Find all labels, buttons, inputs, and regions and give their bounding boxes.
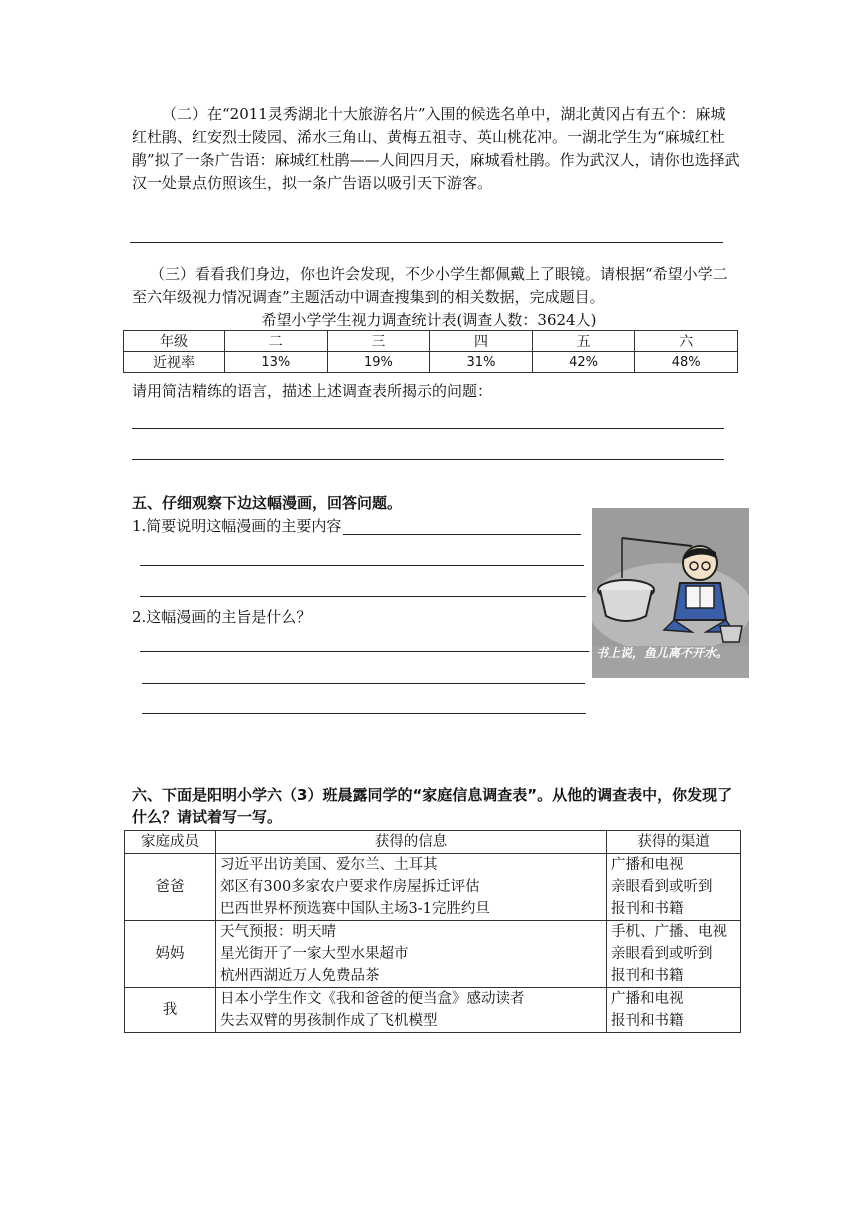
table-row [125, 854, 741, 921]
member-cell: 妈妈 [125, 921, 216, 988]
info-line: 习近平出访美国、爱尔兰、土耳其 [220, 857, 438, 873]
grade-cell: 二 [225, 331, 328, 352]
info-line: 星光街开了一家大型水果超市 [220, 946, 409, 962]
comic-caption: 书上说，鱼儿离不开水。 [596, 646, 729, 660]
channel-line: 报刊和书籍 [611, 901, 684, 917]
grade-cell: 三 [327, 331, 430, 352]
channel-line: 亲眼看到或听到 [611, 946, 713, 962]
answer-line[interactable] [140, 565, 584, 566]
grade-cell: 四 [430, 331, 533, 352]
channel-line: 广播和电视 [611, 857, 684, 873]
rate-cell: 48% [635, 352, 738, 373]
answer-line[interactable] [140, 651, 589, 652]
rate-cell: 31% [430, 352, 533, 373]
info-line: 日本小学生作文《我和爸爸的便当盒》感动读者 [220, 991, 525, 1007]
channel-cell [607, 921, 741, 988]
channel-line: 亲眼看到或听到 [611, 879, 713, 895]
channel-cell [607, 854, 741, 921]
info-line: 杭州西湖近万人免费品茶 [220, 968, 380, 984]
table-row [125, 921, 741, 988]
section2-paragraph: （二）在“2011灵秀湖北十大旅游名片”入围的候选名单中，湖北黄冈占有五个：麻城红杜鹃、红安烈士陵园、浠水三角山、黄梅五祖寺、英山桃花冲。一湖北学生为“麻城红杜鹃”拟了一条广告语：麻城红杜鹃——人间四月天，麻城看杜鹃。作为武汉人，请你也选择武汉一处景点仿照该生，拟一条广告语以吸引天下游客。 [132, 105, 740, 192]
row-label-grade: 年级 [124, 331, 225, 352]
section3-paragraph: （三）看看我们身边，你也许会发现，不少小学生都佩戴上了眼镜。请根据“希望小学二至六年级视力情况调查”主题活动中调查搜集到的相关数据，完成题目。 [132, 265, 728, 306]
channel-line: 广播和电视 [611, 991, 684, 1007]
answer-line[interactable] [140, 596, 586, 597]
answer-line[interactable] [132, 428, 724, 429]
answer-line[interactable] [343, 534, 581, 535]
channel-line: 报刊和书籍 [611, 1013, 684, 1029]
section3-prompt: 请用简洁精练的语言，描述上述调查表所揭示的问题： [132, 382, 493, 400]
rate-cell: 19% [327, 352, 430, 373]
channel-cell [607, 988, 741, 1033]
info-cell [216, 854, 607, 921]
vision-table [123, 330, 738, 373]
table-row [124, 331, 738, 352]
row-label-rate: 近视率 [124, 352, 225, 373]
info-cell [216, 921, 607, 988]
section5-q1: 1.简要说明这幅漫画的主要内容 [132, 517, 342, 535]
section5-q2: 2.这幅漫画的主旨是什么？ [132, 608, 312, 626]
answer-line[interactable] [130, 242, 723, 243]
info-line: 失去双臂的男孩制作成了飞机模型 [220, 1013, 438, 1029]
rate-cell: 13% [225, 352, 328, 373]
header-channel: 获得的渠道 [607, 831, 741, 854]
header-member: 家庭成员 [125, 831, 216, 854]
section6-heading: 六、下面是阳明小学六（3）班晨露同学的“家庭信息调查表”。从他的调查表中，你发现了什么？请试着写一写。 [132, 786, 733, 826]
channel-line: 报刊和书籍 [611, 968, 684, 984]
table-row [125, 988, 741, 1033]
section5-heading: 五、仔细观察下边这幅漫画，回答问题。 [132, 494, 403, 512]
channel-line: 手机、广播、电视 [611, 924, 727, 940]
family-info-table [124, 830, 741, 1033]
info-cell [216, 988, 607, 1033]
answer-line[interactable] [142, 713, 586, 714]
grade-cell: 五 [532, 331, 635, 352]
answer-line[interactable] [132, 459, 724, 460]
header-info: 获得的信息 [216, 831, 607, 854]
rate-cell: 42% [532, 352, 635, 373]
table-row [124, 352, 738, 373]
info-line: 巴西世界杯预选赛中国队主场3-1完胜约旦 [220, 901, 490, 917]
info-line: 天气预报：明天晴 [220, 924, 336, 940]
comic-image [592, 508, 749, 678]
vision-table-title: 希望小学学生视力调查统计表(调查人数：3624人) [261, 311, 597, 329]
answer-line[interactable] [142, 683, 585, 684]
info-line: 郊区有300多家农户要求作房屋拆迁评估 [220, 879, 480, 895]
member-cell: 我 [125, 988, 216, 1033]
table-row [125, 831, 741, 854]
member-cell: 爸爸 [125, 854, 216, 921]
grade-cell: 六 [635, 331, 738, 352]
